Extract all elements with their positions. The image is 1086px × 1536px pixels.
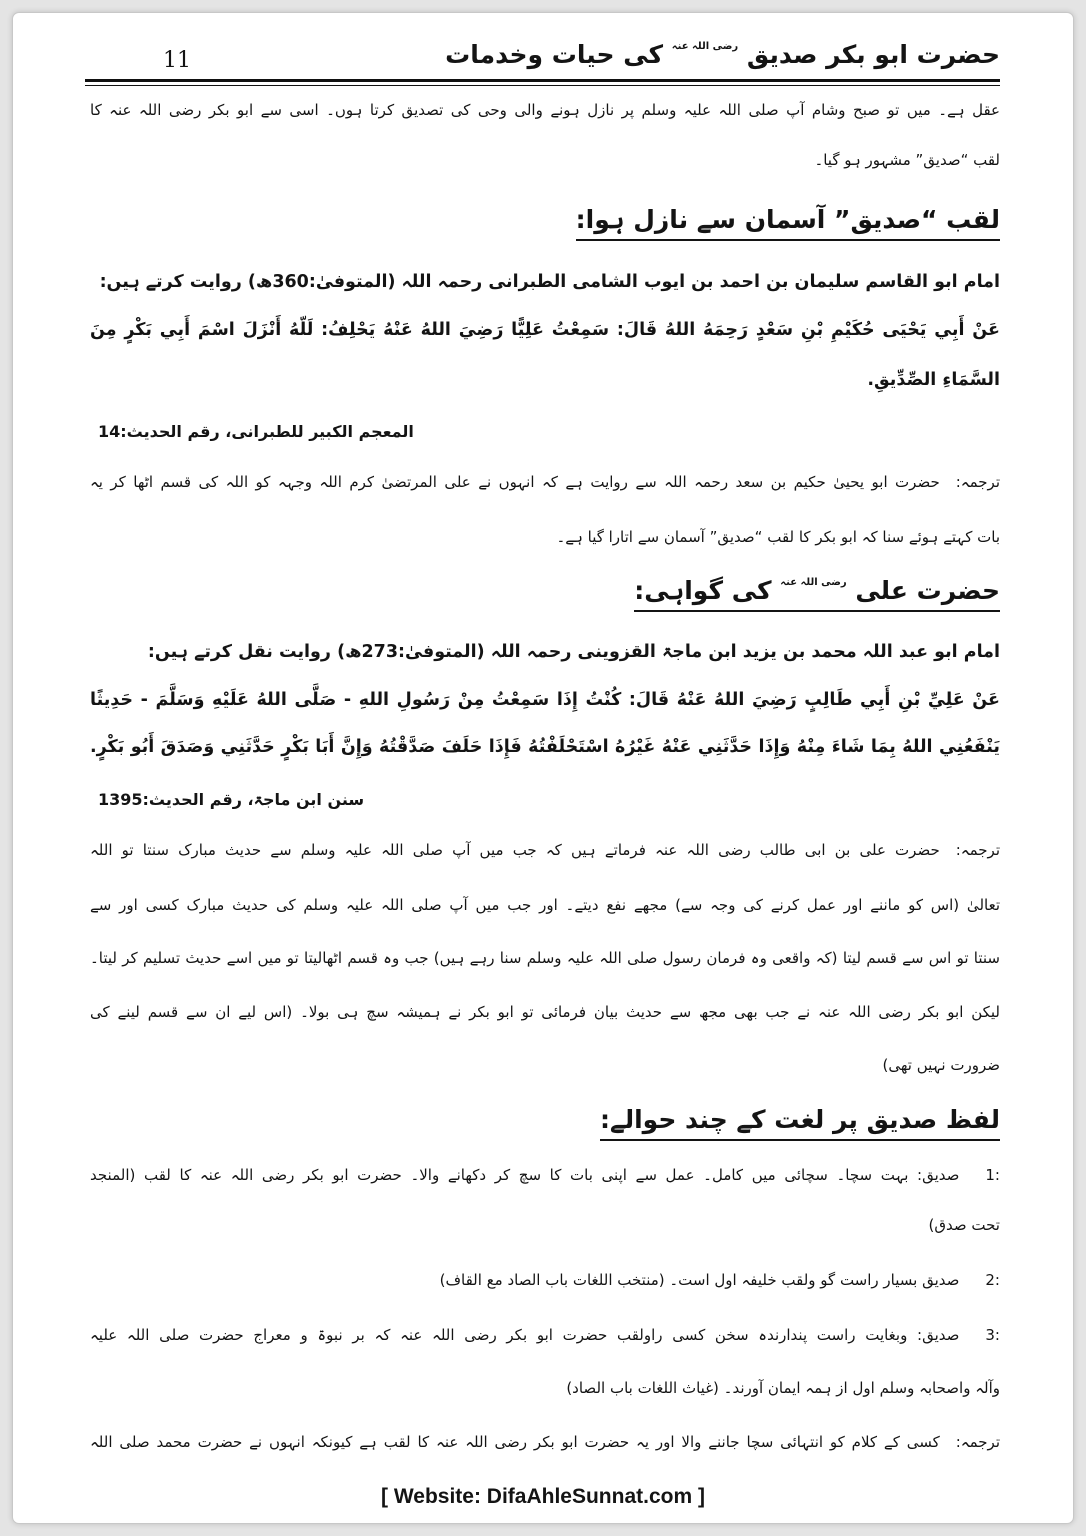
arabic-hadith-line: السَّمَاءِ الصِّدِّيقِ. [867, 370, 1000, 390]
section-heading: لفظ صدیق پر لغت کے چند حوالے: [600, 1101, 1000, 1141]
heading-text-start: حضرت علی [855, 576, 1000, 605]
translation-label: ترجمہ: [955, 1433, 1000, 1451]
hadith-reference: المعجم الکبیر للطبرانی، رقم الحدیث:14 [98, 422, 414, 441]
running-header-title [445, 34, 1000, 76]
website-footer: [ Website: DifaAhleSunnat.com ] [381, 1485, 705, 1508]
dictionary-entry-line: وآلہ واصحابہ وسلم اول از ہمہ ایمان آورند۔ (غیاث اللغات باب الصاد) [566, 1379, 1000, 1397]
arabic-hadith-line: عَنْ عَلِيِّ بْنِ أَبِي طَالِبٍ رَضِيَ اللهُ عَنْهُ قَالَ: كُنْتُ إِذَا سَمِعْتُ مِنْ رَسُولِ اللهِ - صَلَّى اللهُ عَلَيْهِ وَسَلَّمَ - حَدِيثًا [90, 690, 1000, 710]
dictionary-entry-line [90, 1262, 1000, 1298]
item-number: 2: [985, 1271, 1000, 1289]
header-rule-thin [85, 85, 1000, 86]
translation-text: کسی کے کلام کو انتہائی سچا جاننے والا اور یہ حضرت ابو بکر رضی اللہ عنہ کا لقب ہے کیونکہ انہوں نے حضرت محمد صلی اللہ [90, 1433, 940, 1451]
body-text-line: عقل ہے۔ میں تو صبح وشام آپ صلی اللہ علیہ وسلم پر نازل ہونے والی وحی کی تصدیق کرتا ہوں۔ اسی سے ابو بکر رضی اللہ عنہ کا [90, 101, 1000, 119]
dictionary-entry-text: صدیق: وبغایت راست پندارندہ سخن کسی راولقب حضرت ابو بکر رضی اللہ عنہ کہ بر نبوۃ و معراج حضرت صلی اللہ علیہ [90, 1326, 960, 1344]
header-title-start: حضرت ابو بکر صدیق [746, 40, 1000, 69]
dictionary-entry-line [90, 1157, 1000, 1193]
section-heading: لقب “صدیق” آسمان سے نازل ہوا: [576, 201, 1000, 241]
honorific-ligature: رضی اللہ عنہ [780, 577, 847, 588]
translation-line: سنتا تو اس سے قسم لیتا (کہ واقعی وہ فرمان رسول صلی اللہ علیہ وسلم سنا رہے ہیں) جب وہ قسم اٹھالیتا تو میں اسے حدیث تسلیم کر لیتا۔ [90, 949, 1000, 967]
dictionary-entry-line: تحت صدق) [928, 1216, 1000, 1234]
narrator-line: امام ابو عبد اللہ محمد بن یزید ابن ماجۃ القزوینی رحمہ اللہ (المتوفیٰ:273ھ) روایت نقل کرتے ہیں: [147, 642, 1000, 662]
translation-line: تعالیٰ (اس کو ماننے اور عمل کرنے کی وجہ سے) مجھے نفع دیتے۔ اور جب میں آپ صلی اللہ علیہ وسلم کی حدیث مبارک کسی اور سے [90, 896, 1000, 914]
heading-text-end: کی گواہی: [634, 576, 772, 605]
dictionary-entry-line [90, 1317, 1000, 1353]
header-title-end: کی حیات وخدمات [445, 40, 664, 69]
page-number: 11 [163, 48, 191, 73]
dictionary-entry-text: صدیق: بہت سچا۔ سچائی میں کامل۔ عمل سے اپنی بات کا سچ کر دکھانے والا۔ حضرت ابو بکر رضی اللہ عنہ کا لقب (المنجد [90, 1166, 960, 1184]
translation-line: بات کہتے ہوئے سنا کہ ابو بکر کا لقب “صدیق” آسمان سے اتارا گیا ہے۔ [556, 528, 1000, 546]
section-heading [634, 572, 1000, 612]
translation-line [90, 464, 1000, 500]
translation-line: لیکن ابو بکر رضی اللہ عنہ نے جب بھی مجھ سے حدیث بیان فرمائی تو ابو بکر نے ہمیشہ سچ ہی بولا۔ (اس لیے ان سے قسم لینے کی [90, 1003, 1000, 1021]
item-number: 1: [985, 1166, 1000, 1184]
arabic-hadith-line: عَنْ أَبِي يَحْيَى حُكَيْمِ بْنِ سَعْدٍ رَحِمَهُ اللهُ قَالَ: سَمِعْتُ عَلِيًّا رَضِيَ اللهُ عَنْهُ يَحْلِفُ: لَلّهُ أَنْزَلَ اسْمَ أَبِي بَكْرٍ مِنَ [90, 320, 1000, 340]
translation-label: ترجمہ: [955, 841, 1000, 859]
translation-line [90, 1424, 1000, 1460]
header-rule [85, 79, 1000, 82]
translation-text: حضرت علی بن ابی طالب رضی اللہ عنہ فرماتے ہیں کہ جب میں آپ صلی اللہ علیہ وسلم سے حدیث مبارک سنتا تو اللہ [90, 841, 940, 859]
hadith-reference: سنن ابن ماجۃ، رقم الحدیث:1395 [98, 790, 365, 809]
translation-text: حضرت ابو یحییٰ حکیم بن سعد رحمہ اللہ سے روایت ہے کہ انہوں نے علی المرتضیٰ کرم اللہ وجہہ کو اللہ کی قسم اٹھا کر یہ [90, 473, 940, 491]
body-text-line: لقب “صدیق” مشہور ہو گیا۔ [814, 151, 1000, 169]
honorific-ligature: رضی اللہ عنہ [671, 41, 739, 52]
item-number: 3: [985, 1326, 1000, 1344]
narrator-line: امام ابو القاسم سلیمان بن احمد بن ایوب الشامی الطبرانی رحمہ اللہ (المتوفیٰ:360ھ) روایت کرتے ہیں: [99, 272, 1000, 292]
translation-line: ضرورت نہیں تھی) [882, 1056, 1000, 1074]
translation-label: ترجمہ: [955, 473, 1000, 491]
translation-line [90, 832, 1000, 868]
dictionary-entry-text: صدیق بسیار راست گو ولقب خلیفہ اول است۔ (منتخب اللغات باب الصاد مع القاف) [439, 1271, 960, 1289]
arabic-hadith-line: يَنْفَعُنِي اللهُ بِمَا شَاءَ مِنْهُ وَإِذَا حَدَّثَنِي عَنْهُ غَيْرُهُ اسْتَحْلَفْتُهُ فَإِذَا حَلَفَ صَدَّقْتُهُ وَإِنَّ أَبَا بَكْرٍ حَدَّثَنِي وَصَدَقَ أَبُو بَكْرٍ. [90, 737, 1000, 757]
